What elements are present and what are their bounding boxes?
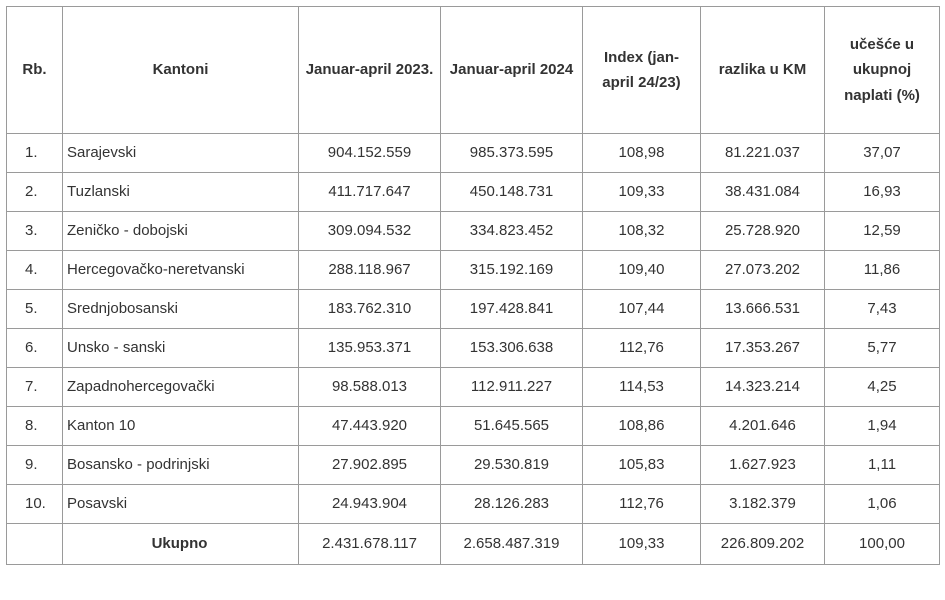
cell-canton-name: Hercegovačko-neretvanski xyxy=(63,251,299,290)
cell-ucesce: 12,59 xyxy=(825,212,940,251)
cell-rb: 2. xyxy=(7,173,63,212)
cell-rb: 1. xyxy=(7,134,63,173)
cell-canton-name: Zapadnohercegovački xyxy=(63,368,299,407)
table-row xyxy=(7,446,940,485)
cell-canton-name: Posavski xyxy=(63,485,299,524)
cell-jan-apr-2023: 309.094.532 xyxy=(299,212,441,251)
cell-ucesce: 11,86 xyxy=(825,251,940,290)
table-row xyxy=(7,407,940,446)
canton-revenue-table xyxy=(6,6,940,565)
cell-jan-apr-2024: 112.911.227 xyxy=(441,368,583,407)
cell-rb: 8. xyxy=(7,407,63,446)
cell-rb: 7. xyxy=(7,368,63,407)
cell-ucesce: 16,93 xyxy=(825,173,940,212)
table-row xyxy=(7,290,940,329)
total-cell-canton-name: Ukupno xyxy=(63,524,299,565)
cell-index: 112,76 xyxy=(583,329,701,368)
cell-jan-apr-2024: 315.192.169 xyxy=(441,251,583,290)
cell-ucesce: 1,06 xyxy=(825,485,940,524)
cell-jan-apr-2024: 29.530.819 xyxy=(441,446,583,485)
table-row xyxy=(7,329,940,368)
cell-rb: 3. xyxy=(7,212,63,251)
cell-jan-apr-2024: 197.428.841 xyxy=(441,290,583,329)
table-total-row xyxy=(7,524,940,565)
table-row xyxy=(7,485,940,524)
cell-index: 109,33 xyxy=(583,173,701,212)
cell-index: 108,98 xyxy=(583,134,701,173)
cell-razlika: 81.221.037 xyxy=(701,134,825,173)
cell-canton-name: Unsko - sanski xyxy=(63,329,299,368)
cell-jan-apr-2023: 904.152.559 xyxy=(299,134,441,173)
cell-index: 105,83 xyxy=(583,446,701,485)
total-cell-index: 109,33 xyxy=(583,524,701,565)
total-cell-rb xyxy=(7,524,63,565)
cell-ucesce: 7,43 xyxy=(825,290,940,329)
cell-jan-apr-2023: 288.118.967 xyxy=(299,251,441,290)
cell-canton-name: Srednjobosanski xyxy=(63,290,299,329)
header-razlika: razlika u KM xyxy=(701,7,825,134)
header-rb: Rb. xyxy=(7,7,63,134)
cell-jan-apr-2023: 135.953.371 xyxy=(299,329,441,368)
cell-rb: 9. xyxy=(7,446,63,485)
cell-ucesce: 37,07 xyxy=(825,134,940,173)
cell-index: 114,53 xyxy=(583,368,701,407)
cell-jan-apr-2023: 98.588.013 xyxy=(299,368,441,407)
cell-jan-apr-2023: 411.717.647 xyxy=(299,173,441,212)
cell-jan-apr-2024: 985.373.595 xyxy=(441,134,583,173)
cell-jan-apr-2023: 47.443.920 xyxy=(299,407,441,446)
header-index: Index (jan-april 24/23) xyxy=(583,7,701,134)
cell-canton-name: Zeničko - dobojski xyxy=(63,212,299,251)
total-cell-razlika: 226.809.202 xyxy=(701,524,825,565)
cell-razlika: 1.627.923 xyxy=(701,446,825,485)
table-row xyxy=(7,251,940,290)
cell-razlika: 38.431.084 xyxy=(701,173,825,212)
cell-canton-name: Kanton 10 xyxy=(63,407,299,446)
header-jan-apr-2024: Januar-april 2024 xyxy=(441,7,583,134)
cell-index: 108,86 xyxy=(583,407,701,446)
cell-rb: 5. xyxy=(7,290,63,329)
cell-index: 108,32 xyxy=(583,212,701,251)
revenue-table-container xyxy=(6,6,939,592)
total-cell-ucesce: 100,00 xyxy=(825,524,940,565)
cell-razlika: 13.666.531 xyxy=(701,290,825,329)
table-row xyxy=(7,173,940,212)
cell-index: 112,76 xyxy=(583,485,701,524)
cell-ucesce: 5,77 xyxy=(825,329,940,368)
total-cell-jan-apr-2024: 2.658.487.319 xyxy=(441,524,583,565)
cell-canton-name: Tuzlanski xyxy=(63,173,299,212)
cell-ucesce: 4,25 xyxy=(825,368,940,407)
cell-razlika: 27.073.202 xyxy=(701,251,825,290)
header-ucesce: učešće u ukupnoj naplati (%) xyxy=(825,7,940,134)
total-cell-jan-apr-2023: 2.431.678.117 xyxy=(299,524,441,565)
cell-razlika: 17.353.267 xyxy=(701,329,825,368)
cell-ucesce: 1,11 xyxy=(825,446,940,485)
cell-index: 109,40 xyxy=(583,251,701,290)
table-row xyxy=(7,212,940,251)
header-jan-apr-2023: Januar-april 2023. xyxy=(299,7,441,134)
cell-razlika: 4.201.646 xyxy=(701,407,825,446)
table-row xyxy=(7,134,940,173)
cell-jan-apr-2024: 51.645.565 xyxy=(441,407,583,446)
cell-jan-apr-2024: 153.306.638 xyxy=(441,329,583,368)
cell-rb: 6. xyxy=(7,329,63,368)
cell-rb: 10. xyxy=(7,485,63,524)
table-header-row xyxy=(7,7,940,134)
header-kantoni: Kantoni xyxy=(63,7,299,134)
cell-jan-apr-2024: 28.126.283 xyxy=(441,485,583,524)
cell-ucesce: 1,94 xyxy=(825,407,940,446)
table-row xyxy=(7,368,940,407)
cell-jan-apr-2023: 27.902.895 xyxy=(299,446,441,485)
cell-razlika: 3.182.379 xyxy=(701,485,825,524)
cell-canton-name: Bosansko - podrinjski xyxy=(63,446,299,485)
cell-jan-apr-2024: 334.823.452 xyxy=(441,212,583,251)
cell-rb: 4. xyxy=(7,251,63,290)
cell-jan-apr-2023: 24.943.904 xyxy=(299,485,441,524)
cell-jan-apr-2024: 450.148.731 xyxy=(441,173,583,212)
cell-index: 107,44 xyxy=(583,290,701,329)
cell-razlika: 14.323.214 xyxy=(701,368,825,407)
cell-canton-name: Sarajevski xyxy=(63,134,299,173)
cell-jan-apr-2023: 183.762.310 xyxy=(299,290,441,329)
cell-razlika: 25.728.920 xyxy=(701,212,825,251)
